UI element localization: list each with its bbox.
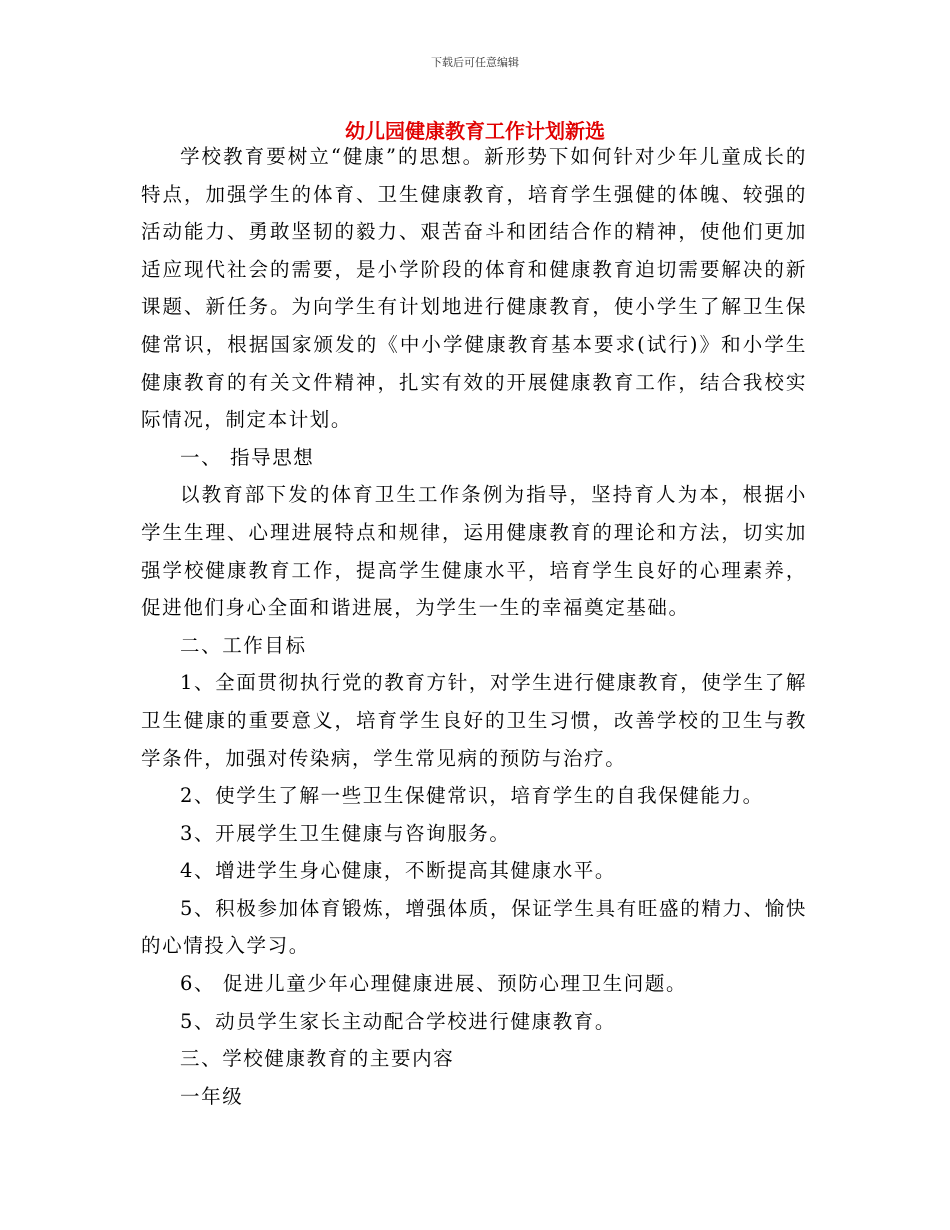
goal-item: 1、全面贯彻执行党的教育方针，对学生进行健康教育，使学生了解卫生健康的重要意义，培育学生良好的卫生习惯，改善学校的卫生与教学条件，加强对传染病，学生常见病的预防与治疗。 [141,671,807,770]
header-note: 下载后可任意编辑 [431,56,519,69]
paragraph-guiding-thought: 以教育部下发的体育卫生工作条例为指导，坚持育人为本，根据小学生生理、心理进展特点和规律，运用健康教育的理论和方法，切实加强学校健康教育工作，提高学生健康水平，培育学生良好的心理素养，促进他们身心全面和谐进展，为学生一生的幸福奠定基础。 [141,483,807,620]
section-heading-main-content: 三、学校健康教育的主要内容 [180,1047,455,1071]
section-heading-guiding-thought: 一、 指导思想 [180,445,315,469]
subheading-grade-one: 一年级 [180,1084,244,1108]
goal-item: 4、增进学生身心健康，不断提高其健康水平。 [180,859,617,883]
goal-item: 2、使学生了解一些卫生保健常识，培育学生的自我保健能力。 [180,784,764,808]
paragraph-intro: 学校教育要树立“健康”的思想。新形势下如何针对少年儿童成长的特点，加强学生的体育、卫生健康教育，培育学生强健的体魄、较强的活动能力、勇敢坚韧的毅力、艰苦奋斗和团结合作的精神，使他们更加适应现代社会的需要，是小学阶段的体育和健康教育迫切需要解决的新课题、新任务。为向学生有计划地进行健康教育，使小学生了解卫生保健常识，根据国家颁发的《中小学健康教育基本要求(试行)》和小学生健康教育的有关文件精神，扎实有效的开展健康教育工作，结合我校实际情况，制定本计划。 [141,145,807,432]
goal-item: 3、开展学生卫生健康与咨询服务。 [180,821,511,845]
goal-item: 6、 促进儿童少年心理健康进展、预防心理卫生问题。 [180,972,688,996]
document-title: 幼儿园健康教育工作计划新选 [345,119,605,143]
section-heading-work-goals: 二、工作目标 [180,633,307,657]
document-body [141,138,807,1115]
goal-item: 5、动员学生家长主动配合学校进行健康教育。 [180,1009,617,1033]
goal-item: 5、积极参加体育锻炼，增强体质，保证学生具有旺盛的精力、愉快的心情投入学习。 [141,896,807,958]
